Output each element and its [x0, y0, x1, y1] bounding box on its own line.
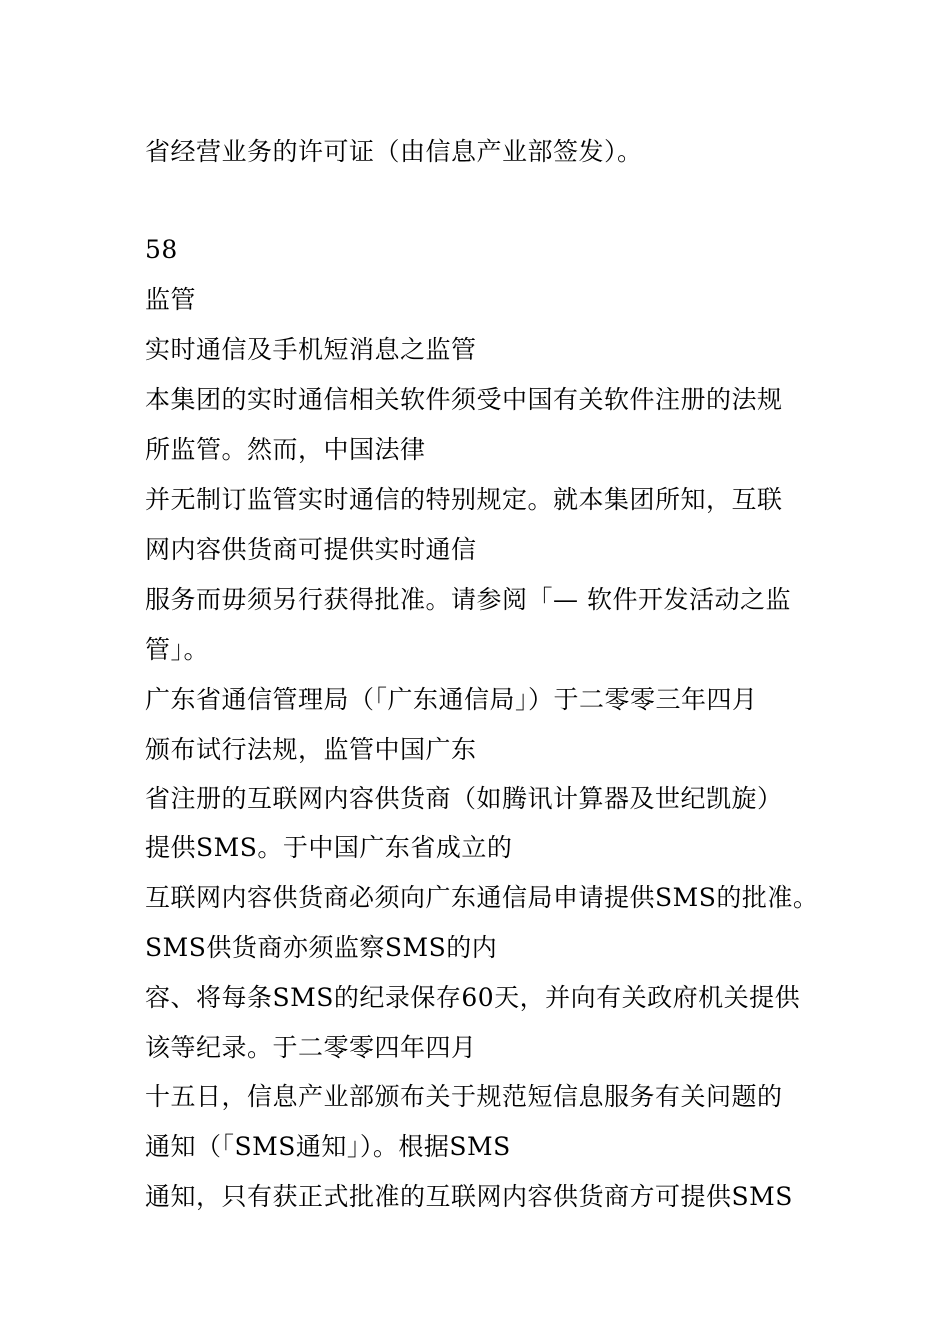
body-line: 互联网内容供货商必须向广东通信局申请提供SMS的批准。: [145, 883, 819, 912]
body-line: 容、将每条SMS的纪录保存60天，并向有关政府机关提供: [145, 983, 801, 1012]
page-number: 58: [145, 235, 178, 264]
body-line: 并无制订监管实时通信的特别规定。就本集团所知，互联: [145, 485, 783, 514]
body-line: 广东省通信管理局（「广东通信局」）于二零零三年四月: [145, 685, 758, 714]
body-line: 该等纪录。于二零零四年四月: [145, 1033, 477, 1062]
body-line: 通知（「SMS通知」）。根据SMS: [145, 1132, 511, 1161]
body-line: 所监管。然而，中国法律: [145, 435, 426, 464]
intro-line: 省经营业务的许可证（由信息产业部签发）。: [145, 137, 643, 166]
subsection-heading: 实时通信及手机短消息之监管: [145, 335, 477, 364]
body-line: 省注册的互联网内容供货商（如腾讯计算器及世纪凯旋）: [145, 784, 783, 813]
body-line: 提供SMS。于中国广东省成立的: [145, 833, 513, 862]
body-line: 管」。: [145, 635, 210, 664]
body-line: 服务而毋须另行获得批准。请参阅「— 软件开发活动之监: [145, 585, 791, 614]
body-line: 十五日，信息产业部颁布关于规范短信息服务有关问题的: [145, 1082, 783, 1111]
body-line: 颁布试行法规，监管中国广东: [145, 735, 477, 764]
body-line: 本集团的实时通信相关软件须受中国有关软件注册的法规: [145, 385, 783, 414]
section-heading: 监管: [145, 285, 197, 314]
body-line: 网内容供货商可提供实时通信: [145, 535, 477, 564]
body-line: SMS供货商亦须监察SMS的内: [145, 933, 498, 962]
body-line: 通知，只有获正式批准的互联网内容供货商方可提供SMS: [145, 1182, 793, 1211]
